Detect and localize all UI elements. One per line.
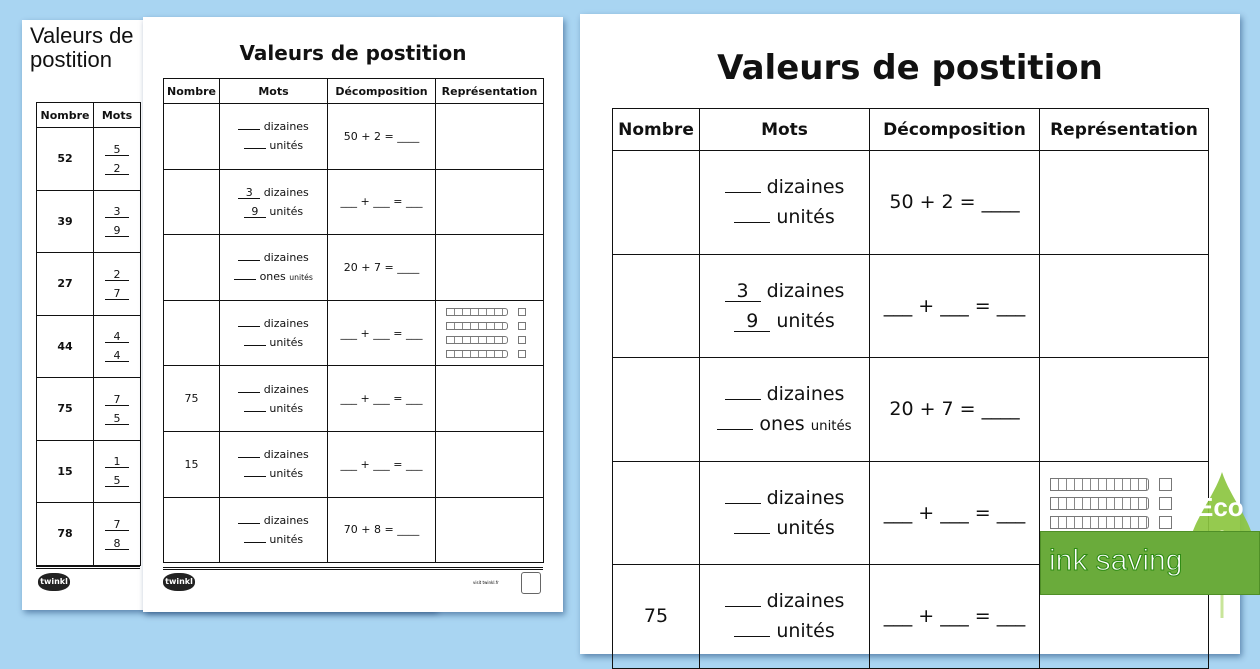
- word-line: [94, 474, 140, 487]
- word-label: ones: [259, 270, 286, 284]
- answer-blank: [725, 606, 761, 607]
- representation-cell: [436, 366, 544, 432]
- unit-cube-icon: [518, 350, 526, 358]
- number-cell: [164, 104, 220, 170]
- words-cell: [94, 315, 141, 378]
- word-line: [94, 287, 140, 300]
- number-cell: [613, 151, 700, 255]
- word-line: [94, 224, 140, 237]
- decomposition-cell: 70 + 8 = ____: [328, 497, 436, 563]
- answer-blank: [244, 148, 266, 149]
- word-label: dizaines: [766, 383, 845, 406]
- word-label: unités: [776, 206, 835, 229]
- word-line: [220, 120, 327, 133]
- words-cell: [220, 497, 328, 563]
- column-header-0: Nombre: [164, 79, 220, 104]
- answer-blank: 9: [734, 312, 770, 332]
- words-cell: [94, 378, 141, 441]
- decomposition-cell: ___ + ___ = ___: [328, 300, 436, 366]
- ten-rod-icon: [1050, 497, 1149, 510]
- answer-blank: 5: [105, 413, 129, 425]
- word-line: [700, 517, 869, 539]
- ink-saving-badge: [1040, 531, 1260, 595]
- word-line: [94, 162, 140, 175]
- block-row: [1050, 497, 1172, 510]
- number-cell: 15: [164, 431, 220, 497]
- word-label: unités: [269, 204, 304, 218]
- page-title: Valeurs de postition: [239, 41, 467, 65]
- word-label: dizaines: [263, 251, 309, 265]
- word-label: unités: [269, 336, 304, 350]
- word-line: [94, 537, 140, 550]
- table-row: [37, 190, 141, 253]
- decomposition-cell: ___ + ___ = ___: [328, 431, 436, 497]
- word-line: [94, 330, 140, 343]
- table-row: [164, 431, 544, 497]
- answer-blank: [238, 260, 260, 261]
- column-header-1: Mots: [94, 103, 141, 128]
- answer-blank: 7: [105, 288, 129, 300]
- word-label: unités: [776, 309, 835, 332]
- answer-blank: [238, 457, 260, 458]
- answer-blank: [238, 523, 260, 524]
- number-cell: 27: [37, 253, 94, 316]
- number-cell: 75: [164, 366, 220, 432]
- middle-worksheet-page: [143, 17, 563, 612]
- page-title: Valeurs de postition: [30, 23, 134, 72]
- word-line: [220, 251, 327, 264]
- words-cell: [94, 503, 141, 566]
- word-line: [220, 448, 327, 461]
- column-header-2: Décomposition: [328, 79, 436, 104]
- ten-rod-icon: [446, 308, 508, 316]
- words-cell: [220, 431, 328, 497]
- footer-divider: [36, 566, 140, 569]
- answer-blank: 3: [105, 206, 129, 218]
- word-line: [220, 270, 327, 283]
- word-line: [220, 336, 327, 349]
- words-cell: [220, 300, 328, 366]
- word-label: dizaines: [766, 279, 845, 302]
- number-cell: [164, 497, 220, 563]
- word-line: [94, 268, 140, 281]
- number-cell: [164, 169, 220, 235]
- words-cell: [94, 128, 141, 191]
- decomposition-cell: 50 + 2 = ____: [328, 104, 436, 170]
- word-line: [220, 139, 327, 152]
- table-row: [37, 503, 141, 566]
- number-cell: 44: [37, 315, 94, 378]
- word-line: [94, 205, 140, 218]
- badge-text: ink saving: [1049, 544, 1183, 577]
- table-row: [613, 254, 1209, 358]
- decomposition-cell: 20 + 7 = ____: [870, 358, 1040, 462]
- page-title: Valeurs de postition: [717, 48, 1103, 88]
- word-line: [700, 590, 869, 612]
- word-line: [700, 620, 869, 642]
- word-line: [220, 533, 327, 546]
- block-row: [446, 336, 526, 344]
- block-row: [446, 308, 526, 316]
- word-line: [94, 143, 140, 156]
- word-label: dizaines: [766, 486, 845, 509]
- column-header-1: Mots: [700, 109, 870, 151]
- word-line: [700, 413, 869, 435]
- table-row: [164, 497, 544, 563]
- answer-blank: 9: [244, 206, 266, 218]
- word-label: dizaines: [263, 448, 309, 462]
- word-line: [94, 412, 140, 425]
- words-cell: [94, 253, 141, 316]
- answer-blank: 3: [238, 187, 260, 199]
- block-row: [446, 322, 526, 330]
- table-row: [164, 366, 544, 432]
- answer-blank: 5: [105, 144, 129, 156]
- column-header-3: Représentation: [1040, 109, 1209, 151]
- word-line: [94, 455, 140, 468]
- twinkl-logo: twinkl: [38, 573, 70, 591]
- footer-url: visit twinkl.fr: [473, 580, 499, 585]
- word-label-small: unités: [289, 273, 313, 283]
- answer-blank: 7: [105, 519, 129, 531]
- number-cell: 75: [613, 565, 700, 669]
- decomposition-cell: ___ + ___ = ___: [870, 565, 1040, 669]
- words-cell: [94, 190, 141, 253]
- representation-cell: [436, 300, 544, 366]
- table-row: [164, 104, 544, 170]
- word-line: [220, 467, 327, 480]
- answer-blank: [234, 279, 256, 280]
- words-cell: [220, 169, 328, 235]
- base-ten-blocks: [436, 308, 543, 358]
- answer-blank: 2: [105, 163, 129, 175]
- twinkl-logo: twinkl: [163, 573, 195, 591]
- unit-cube-icon: [1159, 478, 1172, 491]
- word-label: unités: [269, 139, 304, 153]
- representation-cell: [436, 104, 544, 170]
- block-row: [446, 350, 526, 358]
- word-line: [94, 393, 140, 406]
- number-cell: 75: [37, 378, 94, 441]
- block-row: [1050, 516, 1172, 529]
- answer-blank: [734, 533, 770, 534]
- ten-rod-icon: [446, 322, 508, 330]
- word-label: unités: [776, 516, 835, 539]
- place-value-table: [36, 102, 141, 566]
- word-line: [220, 205, 327, 218]
- place-value-table: [163, 78, 544, 563]
- column-header-0: Nombre: [613, 109, 700, 151]
- answer-blank: 4: [105, 331, 129, 343]
- word-label: dizaines: [766, 176, 845, 199]
- word-line: [220, 383, 327, 396]
- word-label-small: unités: [810, 419, 852, 435]
- table-row: [164, 235, 544, 301]
- table-row: [164, 300, 544, 366]
- table-row: [613, 151, 1209, 255]
- eco-label: Eco: [1196, 492, 1244, 522]
- words-cell: [700, 151, 870, 255]
- word-label: dizaines: [263, 382, 309, 396]
- word-label: unités: [269, 401, 304, 415]
- column-header-3: Représentation: [436, 79, 544, 104]
- ten-rod-icon: [1050, 516, 1149, 529]
- number-cell: 15: [37, 440, 94, 503]
- words-cell: [700, 461, 870, 565]
- column-header-2: Décomposition: [870, 109, 1040, 151]
- ten-rod-icon: [446, 350, 508, 358]
- word-label: dizaines: [263, 317, 309, 331]
- answer-blank: [238, 392, 260, 393]
- decomposition-cell: ___ + ___ = ___: [328, 169, 436, 235]
- words-cell: [94, 440, 141, 503]
- answer-blank: [238, 326, 260, 327]
- representation-cell: [1040, 151, 1209, 255]
- answer-blank: [244, 345, 266, 346]
- answer-blank: [717, 429, 753, 430]
- answer-blank: [734, 222, 770, 223]
- answer-blank: 9: [105, 225, 129, 237]
- answer-blank: 2: [105, 269, 129, 281]
- answer-blank: 8: [105, 538, 129, 550]
- representation-cell: [436, 497, 544, 563]
- answer-blank: 3: [725, 282, 761, 302]
- answer-blank: [238, 129, 260, 130]
- answer-blank: [725, 399, 761, 400]
- table-row: [37, 315, 141, 378]
- unit-cube-icon: [518, 322, 526, 330]
- representation-cell: [436, 169, 544, 235]
- words-cell: [220, 366, 328, 432]
- number-cell: [613, 254, 700, 358]
- words-cell: [220, 104, 328, 170]
- answer-blank: [244, 411, 266, 412]
- words-cell: [700, 565, 870, 669]
- block-row: [1050, 478, 1172, 491]
- ten-rod-icon: [446, 336, 508, 344]
- word-label: unités: [776, 620, 835, 643]
- word-line: [94, 349, 140, 362]
- table-row: [37, 440, 141, 503]
- decomposition-cell: 20 + 7 = ____: [328, 235, 436, 301]
- representation-cell: [436, 431, 544, 497]
- word-line: [700, 487, 869, 509]
- number-cell: 39: [37, 190, 94, 253]
- answer-blank: [725, 192, 761, 193]
- number-cell: [164, 300, 220, 366]
- word-label: dizaines: [263, 185, 309, 199]
- words-cell: [220, 235, 328, 301]
- ten-rod-icon: [1050, 478, 1149, 491]
- table-row: [164, 169, 544, 235]
- word-line: [700, 310, 869, 332]
- number-cell: [613, 358, 700, 462]
- decomposition-cell: ___ + ___ = ___: [328, 366, 436, 432]
- decomposition-cell: ___ + ___ = ___: [870, 461, 1040, 565]
- word-line: [220, 186, 327, 199]
- word-line: [220, 514, 327, 527]
- word-line: [700, 206, 869, 228]
- word-line: [700, 383, 869, 405]
- column-header-0: Nombre: [37, 103, 94, 128]
- table-row: [37, 128, 141, 191]
- answer-blank: 4: [105, 350, 129, 362]
- decomposition-cell: ___ + ___ = ___: [870, 254, 1040, 358]
- word-label: dizaines: [766, 590, 845, 613]
- unit-cube-icon: [1159, 497, 1172, 510]
- representation-cell: [1040, 358, 1209, 462]
- quality-badge-icon: [521, 572, 541, 594]
- answer-blank: [734, 636, 770, 637]
- word-label: unités: [269, 467, 304, 481]
- representation-cell: [1040, 254, 1209, 358]
- answer-blank: [725, 503, 761, 504]
- column-header-1: Mots: [220, 79, 328, 104]
- word-label: ones: [759, 413, 805, 436]
- table-row: [37, 253, 141, 316]
- word-line: [94, 518, 140, 531]
- word-line: [700, 280, 869, 302]
- answer-blank: [244, 542, 266, 543]
- word-line: [220, 317, 327, 330]
- words-cell: [700, 358, 870, 462]
- words-cell: [700, 254, 870, 358]
- answer-blank: 5: [105, 475, 129, 487]
- word-line: [700, 176, 869, 198]
- table-row: [613, 358, 1209, 462]
- representation-cell: [436, 235, 544, 301]
- word-label: dizaines: [263, 120, 309, 134]
- word-line: [220, 402, 327, 415]
- number-cell: [613, 461, 700, 565]
- word-label: dizaines: [263, 513, 309, 527]
- answer-blank: [244, 476, 266, 477]
- answer-blank: 7: [105, 394, 129, 406]
- number-cell: [164, 235, 220, 301]
- answer-blank: 1: [105, 456, 129, 468]
- number-cell: 78: [37, 503, 94, 566]
- word-label: unités: [269, 532, 304, 546]
- unit-cube-icon: [518, 308, 526, 316]
- decomposition-cell: 50 + 2 = ____: [870, 151, 1040, 255]
- unit-cube-icon: [518, 336, 526, 344]
- table-row: [37, 378, 141, 441]
- footer-divider: [163, 567, 543, 570]
- unit-cube-icon: [1159, 516, 1172, 529]
- number-cell: 52: [37, 128, 94, 191]
